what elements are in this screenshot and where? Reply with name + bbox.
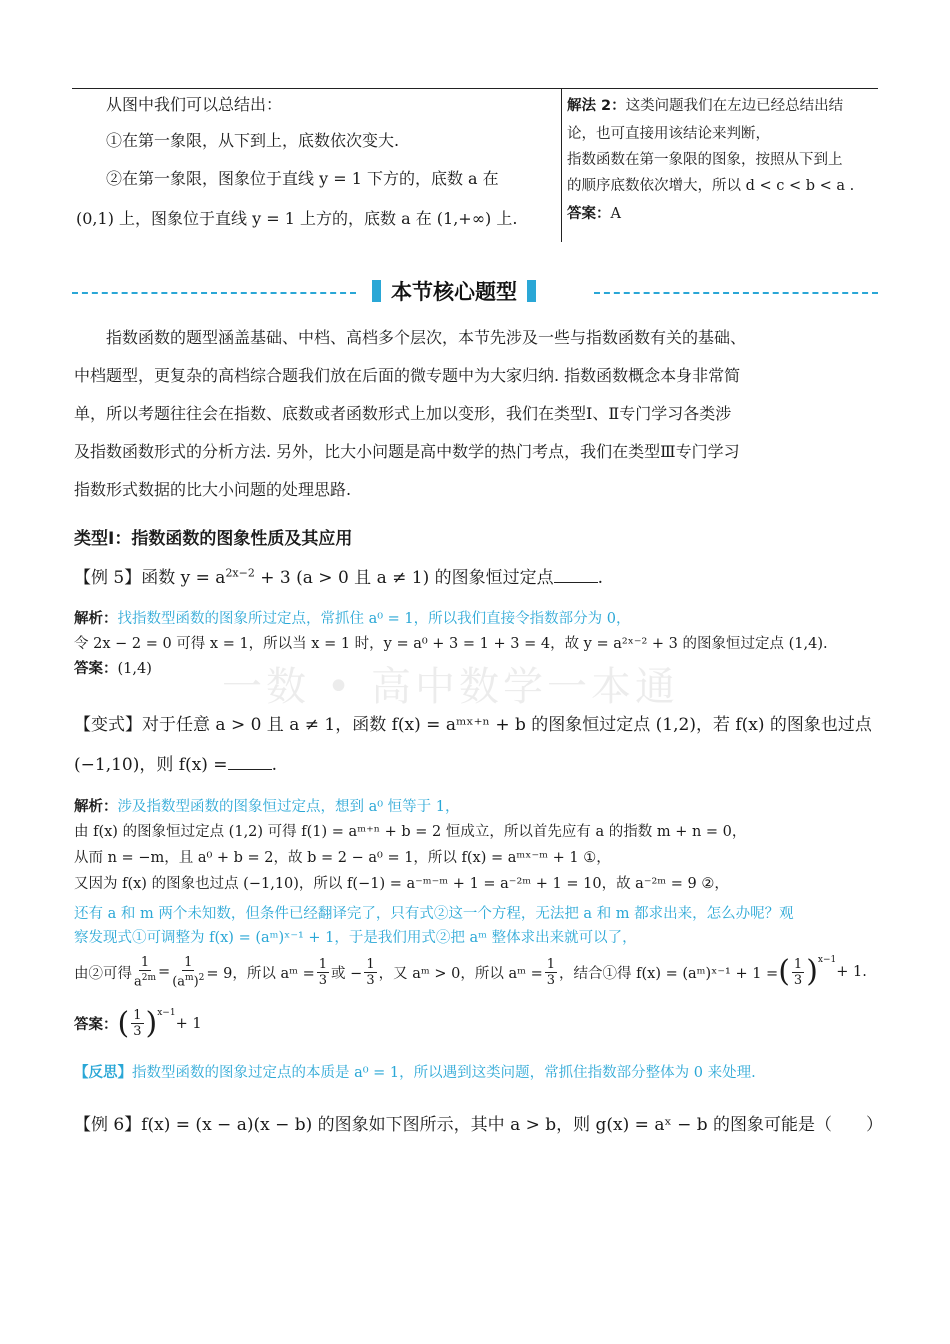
solution-v-step-4: 由②可得 $\frac{1}{a^{2m}}$ = $\frac{1}{(a^m)^2}$ = 9，所以 aᵐ = $\frac{1}{3}$ 或 − $\frac{1}{3}$ ，又 aᵐ > 0，所以 aᵐ = $\frac{1}{3}$ ，结合①得 f(x) = (aᵐ)ˣ⁻¹ + 1 = ( $\frac{1}{3}$ ) $^{x-1}$ + 1. <box>74 954 867 990</box>
solution-5-hint: 解析：找指数型函数的图象所过定点，常抓住 a⁰ = 1，所以我们直接令指数部分为 0， <box>74 611 631 627</box>
solution-v-answer: 答案： ( $\frac{1}{3}$ ) $^{x-1}$ + 1 <box>74 1005 202 1041</box>
intro-line-3: 单，所以考题往往会在指数、底数或者函数形式上加以变形，我们在类型Ⅰ、Ⅱ专门学习各类涉 <box>74 404 732 423</box>
intro-line-5: 指数形式数据的比大小问题的处理思路. <box>74 480 352 499</box>
solution-5-answer: 答案：(1,4) <box>74 661 152 677</box>
solution-v-blue-1: 还有 a 和 m 两个未知数，但条件已经翻译完了，只有式②这一个方程，无法把 a 和 m 都求出来，怎么办呢？观 <box>74 906 794 922</box>
answer-blank <box>228 768 272 770</box>
summary-intro: 从图中我们可以总结出： <box>106 95 283 114</box>
reflection: 【反思】指数型函数的图象过定点的本质是 a⁰ = 1，所以遇到这类问题，常抓住指数部分整体为 0 来处理. <box>74 1065 756 1081</box>
example-5: 【例 5】函数 $y = a^{2x-2} + 3$ (a > 0 且 a ≠ 1) 的图象恒过定点 . <box>74 566 604 588</box>
method2-label: 解法 2： <box>567 98 626 114</box>
intro-line-2: 中档题型，更复杂的高档综合题我们放在后面的微专题中为大家归纳. 指数函数概念本身非常简 <box>74 366 741 385</box>
type1-heading: 类型Ⅰ：指数函数的图象性质及其应用 <box>74 529 353 549</box>
top-rule <box>72 88 878 89</box>
method2-line-4: 的顺序底数依次增大，所以 d < c < b < a . <box>567 178 855 194</box>
section-title: 本节核心题型 <box>391 280 517 304</box>
summary-point-2-cont: (0,1) 上，图象位于直线 y = 1 上方的，底数 a 在 (1,+∞) 上. <box>76 209 518 228</box>
solution-5-step: 令 2x − 2 = 0 可得 x = 1，所以当 x = 1 时，y = a⁰ + 3 = 1 + 3 = 4，故 y = a²ˣ⁻² + 3 的图象恒过定点 (1,4). <box>74 636 828 652</box>
method2-line-2: 论，也可直接用该结论来判断， <box>567 126 770 142</box>
header-bar-right <box>527 280 536 302</box>
summary-point-1: ①在第一象限，从下到上，底数依次变大. <box>106 131 400 150</box>
intro-line-1: 指数函数的题型涵盖基础、中档、高档多个层次，本节先涉及一些与指数函数有关的基础、 <box>106 328 747 347</box>
method2-line-1: 解法 2：这类问题我们在左边已经总结出结 <box>567 98 844 114</box>
solution-v-step-1: 由 f(x) 的图象恒过定点 (1,2) 可得 f(1) = aᵐ⁺ⁿ + b = 2 恒成立，所以首先应有 a 的指数 m + n = 0， <box>74 824 747 840</box>
header-dash-left <box>72 292 356 294</box>
fraction: $\frac{1}{3}$ <box>133 1008 142 1039</box>
method2-answer: 答案：A <box>567 206 621 222</box>
fraction: $\frac{1}{3}$ <box>793 956 803 988</box>
column-divider <box>561 88 562 242</box>
solution-v-blue-2: 察发现式①可调整为 f(x) = (aᵐ)ˣ⁻¹ + 1，于是我们用式②把 aᵐ 整体求出来就可以了， <box>74 930 637 946</box>
fraction: $\frac{1}{(a^m)^2}$ <box>172 955 205 990</box>
solution-v-step-2: 从而 n = −m，且 a⁰ + b = 2，故 b = 2 − a⁰ = 1，所以 f(x) = aᵐˣ⁻ᵐ + 1 ①， <box>74 850 611 866</box>
method2-line-3: 指数函数在第一象限的图象，按照从下到上 <box>567 152 843 168</box>
intro-line-4: 及指数函数形式的分析方法. 另外，比大小问题是高中数学的热门考点，我们在类型Ⅲ专门学习 <box>74 442 740 461</box>
header-bar-left <box>372 280 381 302</box>
solution-v-step-3: 又因为 f(x) 的图象也过点 (−1,10)，所以 f(−1) = a⁻ᵐ⁻ᵐ + 1 = a⁻²ᵐ + 1 = 10，故 a⁻²ᵐ = 9 ②， <box>74 876 729 892</box>
header-dash-right <box>594 292 878 294</box>
section-header <box>372 276 536 306</box>
fraction: $\frac{1}{3}$ <box>546 956 556 988</box>
variant-line-1: 【变式】对于任意 a > 0 且 a ≠ 1，函数 f(x) = aᵐˣ⁺ⁿ + b 的图象恒过定点 (1,2)，若 f(x) 的图象也过点 <box>74 715 872 735</box>
solution-v-hint: 解析：涉及指数型函数的图象恒过定点，想到 a⁰ 恒等于 1， <box>74 799 460 815</box>
example-6: 【例 6】f(x) = (x − a)(x − b) 的图象如下图所示，其中 a > b，则 g(x) = aˣ − b 的图象可能是（ ） <box>74 1115 883 1135</box>
variant-line-2: (−1,10)，则 f(x) = . <box>74 755 277 775</box>
fraction: $\frac{1}{a^{2m}}$ <box>134 955 157 990</box>
fraction: $\frac{1}{3}$ <box>318 956 328 988</box>
watermark: 一数 • 高中数学一本通 <box>222 664 680 710</box>
answer-blank <box>554 581 598 583</box>
fraction: $\frac{1}{3}$ <box>366 956 375 988</box>
summary-point-2: ②在第一象限，图象位于直线 y = 1 下方的，底数 a 在 <box>106 169 499 188</box>
